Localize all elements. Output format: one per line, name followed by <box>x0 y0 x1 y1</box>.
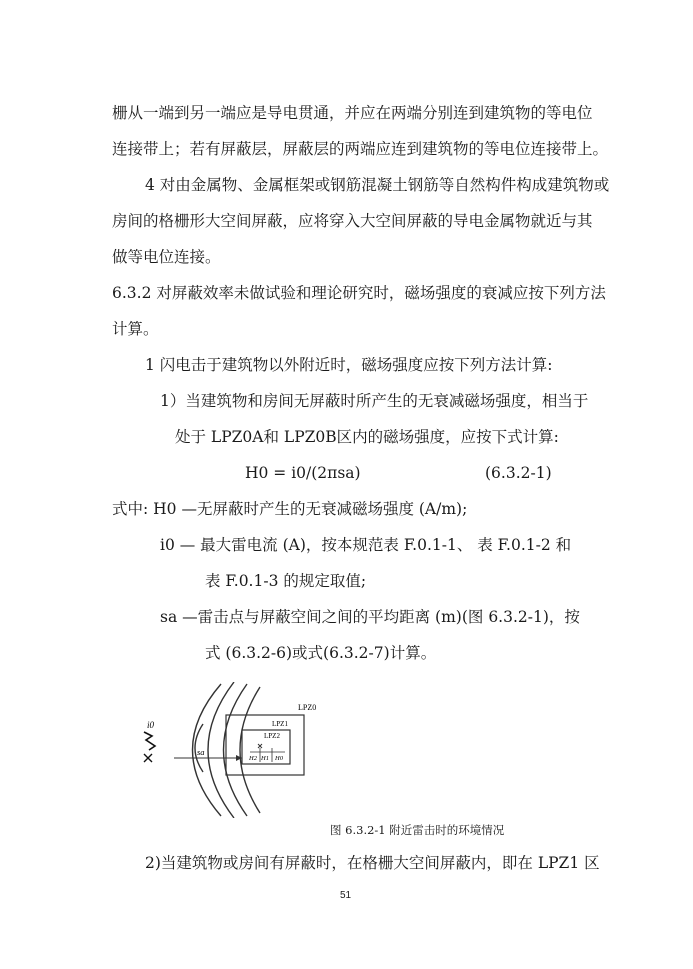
definition-line: sa —雷击点与屏蔽空间之间的平均距离 (m)(图 6.3.2-1)，按 <box>160 608 580 626</box>
page-number: 51 <box>340 890 352 901</box>
text-line: 计算。 <box>112 320 159 338</box>
sa-label: sa <box>197 747 205 757</box>
formula: H0 = i0/(2πsa) <box>245 464 361 482</box>
text-line: 做等电位连接。 <box>112 248 221 266</box>
text-line: 处于 LPZ0A和 LPZ0B区内的磁场强度，应按下式计算: <box>175 428 559 446</box>
definition-line: 式中: H0 —无屏蔽时产生的无衰减磁场强度 (A/m); <box>112 500 468 518</box>
lpz1-label: LPZ1 <box>272 720 288 728</box>
h1-label: H1 <box>261 755 269 762</box>
i0-label: i0 <box>147 720 155 730</box>
definition-line: 式 (6.3.2-6)或式(6.3.2-7)计算。 <box>205 644 437 662</box>
section-heading: 6.3.2 对屏蔽效率未做试验和理论研究时，磁场强度的衰减应按下列方法 <box>112 284 606 302</box>
text-line: 栅从一端到另一端应是导电贯通，并应在两端分别连到建筑物的等电位 <box>112 104 593 122</box>
h0-label: H0 <box>275 755 283 762</box>
h2-label: H2 <box>249 755 257 762</box>
lpz0-label: LPZ0 <box>298 703 317 712</box>
definition-line: 表 F.0.1-3 的规定取值; <box>205 572 367 590</box>
lightning-environment-figure <box>130 682 470 818</box>
text-line: 连接带上；若有屏蔽层，屏蔽层的两端应连到建筑物的等电位连接带上。 <box>112 140 609 158</box>
text-line: 4 对由金属物、金属框架或钢筋混凝土钢筋等自然构件构成建筑物或 <box>145 176 610 194</box>
text-line: 1 闪电击于建筑物以外附近时，磁场强度应按下列方法计算: <box>145 356 553 374</box>
text-line: 1）当建筑物和房间无屏蔽时所产生的无衰减磁场强度，相当于 <box>160 392 589 410</box>
figure-caption: 图 6.3.2-1 附近雷击时的环境情况 <box>330 823 505 837</box>
definition-line: i0 — 最大雷电流 (A)，按本规范表 F.0.1-1、 表 F.0.1-2 和 <box>160 536 572 554</box>
formula-number: (6.3.2-1) <box>485 464 552 482</box>
lpz2-label: LPZ2 <box>264 732 280 740</box>
text-line: 房间的格栅形大空间屏蔽，应将穿入大空间屏蔽的导电金属物就近与其 <box>112 212 593 230</box>
text-line: 2)当建筑物或房间有屏蔽时，在格栅大空间屏蔽内，即在 LPZ1 区 <box>145 854 600 872</box>
